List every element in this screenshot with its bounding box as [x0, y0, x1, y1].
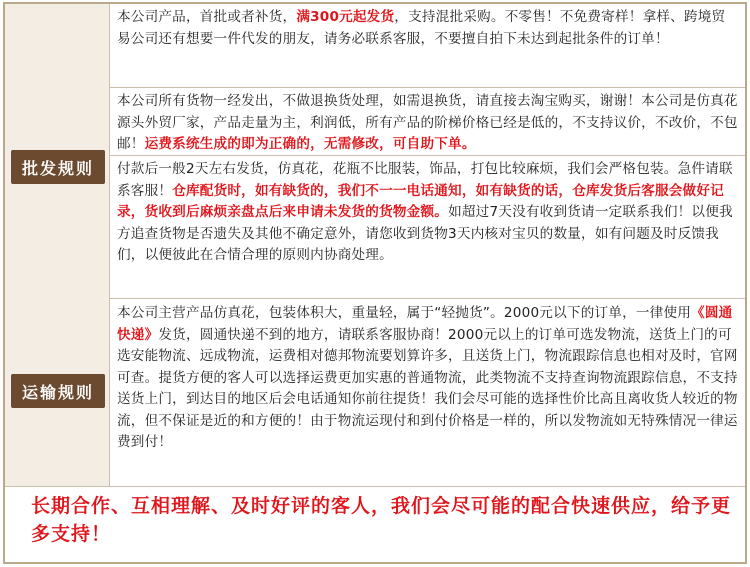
text-span: 本公司所有货物一经发出，不做退换货处理，如需退换货，请直接去淘宝购买，谢谢！本公司是仿真花源头外贸厂家，产品走量为主，利润低，所有产品的阶梯价格已经是低的，不支持议价，不改价，不包邮！ — [117, 93, 738, 152]
shipping-fee-highlight: 运费系统生成的即为正确的，无需修改，可自助下单。 — [144, 136, 476, 152]
text-span: 本公司主营产品仿真花，包装体积大，重量轻，属于“轻抛货”。2000元以下的订单，一律使用 — [117, 305, 692, 321]
yto-express-highlight: 《圆通快递》 — [117, 305, 733, 343]
text-span: 本公司产品，首批或者补货， — [117, 9, 297, 25]
wholesale-paragraph-1 — [109, 4, 745, 88]
text-span: 如超过7天没有收到货请一定联系我们！以便我方追查货物是否遗失及其他不确定意外，请您收到货物3天内核对宝贝的数量，如有问题及时反馈我们，以便彼此在合情合理的原则内协商处理。 — [117, 204, 733, 263]
text-span: 付款后一般2天左右发货，仿真花，花瓶不比服装，饰品，打包比较麻烦，我们会严格包装。急件请联系客服！ — [117, 161, 733, 199]
shipping-label-cell — [5, 298, 110, 486]
stock-shortage-highlight: 仓库配货时，如有缺货的，我们不一一电话通知，如有缺货的话，仓库发货后客服会做好记录，货收到后麻烦亲盘点后来申请未发货的货物金额。 — [117, 182, 724, 220]
footer-slogan: 长期合作、互相理解、及时好评的客人，我们会尽可能的配合快速供应，给予更多支持！ — [31, 495, 732, 545]
text-span: 发货，圆通快递不到的地方，请联系客服协商！2000元以上的订单可选发物流，送货上门的可选安能物流、远成物流，运费相对德邦物流要划算许多，且送货上门，物流跟踪信息也相对及时，官网可查。提货方便的客人可以选择运费更加实惠的普通物流，此类物流不支持查询物流跟踪信息，不支持送货上门，到达目的地区后会电话通知你前往提货！我们会尽可能的选择性价比高且离收货人较近的物流，但不保证是近的和方便的！由于物流运现付和到付价格是一样的，所以发物流如无特殊情况一律运费到付！ — [117, 326, 738, 450]
min-order-highlight: 满300元起发货 — [296, 9, 395, 25]
shipping-rules-row — [5, 298, 745, 487]
rules-table — [3, 2, 747, 564]
wholesale-paragraph-3 — [109, 156, 745, 298]
wholesale-rules-row — [5, 4, 745, 299]
wholesale-content — [109, 4, 745, 298]
wholesale-rules-label: 批发规则 — [11, 150, 105, 184]
wholesale-paragraph-2 — [109, 88, 745, 156]
text-span: ，支持混批采购。不零售！不免费寄样！拿样、跨境贸易公司还有想要一件代发的朋友，请务必联系客服，不要擅自拍下未达到起批条件的订单！ — [117, 9, 726, 47]
wholesale-label-cell — [5, 4, 110, 298]
shipping-paragraph-1 — [109, 300, 745, 484]
shipping-content — [109, 298, 745, 486]
shipping-rules-label: 运输规则 — [11, 374, 105, 408]
